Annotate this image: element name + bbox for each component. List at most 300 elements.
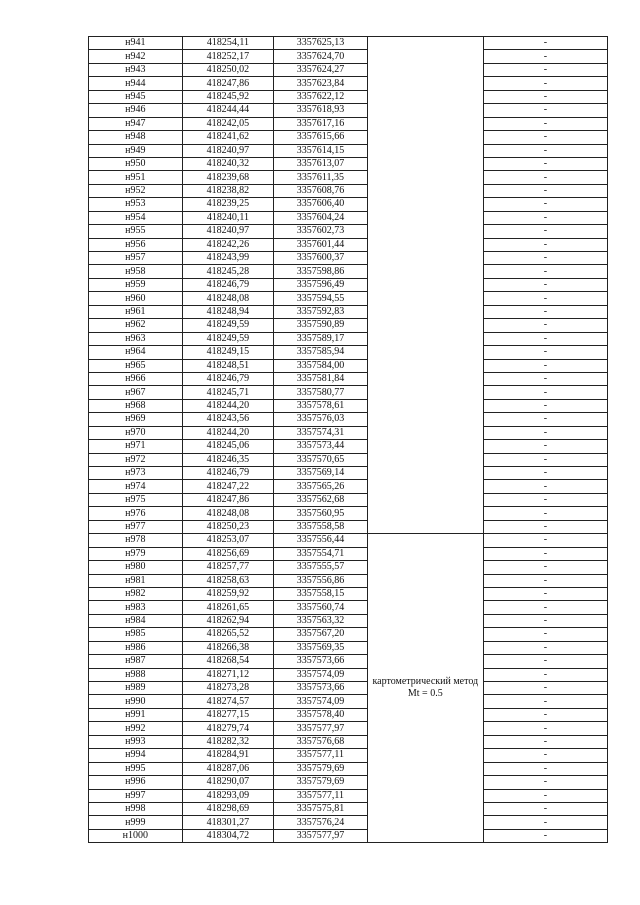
y-coordinate-cell: 3357556,86: [274, 574, 368, 587]
point-id-cell: н999: [89, 816, 183, 829]
accuracy-cell: -: [483, 467, 607, 480]
y-coordinate-cell: 3357573,66: [274, 682, 368, 695]
point-id-cell: н989: [89, 682, 183, 695]
y-coordinate-cell: 3357579,69: [274, 776, 368, 789]
y-coordinate-cell: 3357576,24: [274, 816, 368, 829]
point-id-cell: н997: [89, 789, 183, 802]
accuracy-cell: -: [483, 762, 607, 775]
table-row: [89, 776, 608, 789]
accuracy-cell: -: [483, 749, 607, 762]
table-row: [89, 211, 608, 224]
table-row: [89, 171, 608, 184]
accuracy-cell: -: [483, 37, 607, 50]
x-coordinate-cell: 418287,06: [182, 762, 274, 775]
point-id-cell: н951: [89, 171, 183, 184]
table-row: [89, 117, 608, 130]
x-coordinate-cell: 418282,32: [182, 735, 274, 748]
method-cell: картометрический метод Mt = 0.5: [367, 534, 483, 843]
accuracy-cell: -: [483, 480, 607, 493]
y-coordinate-cell: 3357560,95: [274, 507, 368, 520]
point-id-cell: н946: [89, 104, 183, 117]
accuracy-cell: -: [483, 682, 607, 695]
table-row: [89, 225, 608, 238]
table-row: [89, 628, 608, 641]
x-coordinate-cell: 418268,54: [182, 655, 274, 668]
accuracy-cell: -: [483, 829, 607, 842]
table-row: [89, 346, 608, 359]
accuracy-cell: -: [483, 50, 607, 63]
y-coordinate-cell: 3357594,55: [274, 292, 368, 305]
x-coordinate-cell: 418243,99: [182, 252, 274, 265]
point-id-cell: н994: [89, 749, 183, 762]
x-coordinate-cell: 418248,08: [182, 292, 274, 305]
table-row: [89, 547, 608, 560]
x-coordinate-cell: 418273,28: [182, 682, 274, 695]
table-row: [89, 359, 608, 372]
y-coordinate-cell: 3357574,09: [274, 668, 368, 681]
x-coordinate-cell: 418244,20: [182, 426, 274, 439]
y-coordinate-cell: 3357573,44: [274, 440, 368, 453]
x-coordinate-cell: 418301,27: [182, 816, 274, 829]
table-row: [89, 157, 608, 170]
x-coordinate-cell: 418253,07: [182, 534, 274, 547]
accuracy-cell: -: [483, 252, 607, 265]
accuracy-cell: -: [483, 722, 607, 735]
x-coordinate-cell: 418250,02: [182, 63, 274, 76]
y-coordinate-cell: 3357577,11: [274, 789, 368, 802]
y-coordinate-cell: 3357611,35: [274, 171, 368, 184]
method-cell: [367, 37, 483, 534]
y-coordinate-cell: 3357606,40: [274, 198, 368, 211]
y-coordinate-cell: 3357600,37: [274, 252, 368, 265]
x-coordinate-cell: 418239,68: [182, 171, 274, 184]
table-row: [89, 90, 608, 103]
accuracy-cell: -: [483, 211, 607, 224]
point-id-cell: н952: [89, 184, 183, 197]
x-coordinate-cell: 418238,82: [182, 184, 274, 197]
coordinates-table: [88, 36, 608, 843]
table-row: [89, 641, 608, 654]
accuracy-cell: -: [483, 789, 607, 802]
table-row: [89, 749, 608, 762]
point-id-cell: н978: [89, 534, 183, 547]
x-coordinate-cell: 418298,69: [182, 802, 274, 815]
point-id-cell: н955: [89, 225, 183, 238]
y-coordinate-cell: 3357562,68: [274, 493, 368, 506]
table-row: [89, 816, 608, 829]
table-row: [89, 655, 608, 668]
accuracy-cell: -: [483, 708, 607, 721]
x-coordinate-cell: 418262,94: [182, 614, 274, 627]
point-id-cell: н957: [89, 252, 183, 265]
x-coordinate-cell: 418241,62: [182, 131, 274, 144]
x-coordinate-cell: 418248,51: [182, 359, 274, 372]
x-coordinate-cell: 418247,22: [182, 480, 274, 493]
x-coordinate-cell: 418245,28: [182, 265, 274, 278]
accuracy-cell: -: [483, 77, 607, 90]
x-coordinate-cell: 418245,71: [182, 386, 274, 399]
y-coordinate-cell: 3357589,17: [274, 332, 368, 345]
accuracy-cell: -: [483, 735, 607, 748]
x-coordinate-cell: 418249,59: [182, 332, 274, 345]
y-coordinate-cell: 3357577,97: [274, 829, 368, 842]
x-coordinate-cell: 418242,26: [182, 238, 274, 251]
y-coordinate-cell: 3357569,35: [274, 641, 368, 654]
x-coordinate-cell: 418248,08: [182, 507, 274, 520]
table-row: [89, 789, 608, 802]
accuracy-cell: -: [483, 440, 607, 453]
table-row: [89, 829, 608, 842]
x-coordinate-cell: 418284,91: [182, 749, 274, 762]
accuracy-cell: -: [483, 534, 607, 547]
table-row: [89, 372, 608, 385]
x-coordinate-cell: 418244,20: [182, 399, 274, 412]
accuracy-cell: -: [483, 668, 607, 681]
table-row: [89, 131, 608, 144]
y-coordinate-cell: 3357574,31: [274, 426, 368, 439]
x-coordinate-cell: 418248,94: [182, 305, 274, 318]
y-coordinate-cell: 3357608,76: [274, 184, 368, 197]
y-coordinate-cell: 3357618,93: [274, 104, 368, 117]
table-row: [89, 399, 608, 412]
x-coordinate-cell: 418274,57: [182, 695, 274, 708]
point-id-cell: н981: [89, 574, 183, 587]
table-row: [89, 413, 608, 426]
point-id-cell: н983: [89, 601, 183, 614]
table-row: [89, 104, 608, 117]
accuracy-cell: -: [483, 278, 607, 291]
table-row: [89, 614, 608, 627]
x-coordinate-cell: 418256,69: [182, 547, 274, 560]
accuracy-cell: -: [483, 332, 607, 345]
accuracy-cell: -: [483, 641, 607, 654]
x-coordinate-cell: 418259,92: [182, 587, 274, 600]
point-id-cell: н976: [89, 507, 183, 520]
x-coordinate-cell: 418266,38: [182, 641, 274, 654]
accuracy-cell: -: [483, 131, 607, 144]
accuracy-cell: -: [483, 802, 607, 815]
y-coordinate-cell: 3357565,26: [274, 480, 368, 493]
accuracy-cell: -: [483, 628, 607, 641]
table-row: [89, 708, 608, 721]
point-id-cell: н942: [89, 50, 183, 63]
point-id-cell: н1000: [89, 829, 183, 842]
point-id-cell: н963: [89, 332, 183, 345]
accuracy-cell: -: [483, 198, 607, 211]
point-id-cell: н991: [89, 708, 183, 721]
table-row: [89, 440, 608, 453]
y-coordinate-cell: 3357578,40: [274, 708, 368, 721]
table-row: [89, 601, 608, 614]
accuracy-cell: -: [483, 587, 607, 600]
point-id-cell: н962: [89, 319, 183, 332]
point-id-cell: н949: [89, 144, 183, 157]
table-row: [89, 252, 608, 265]
accuracy-cell: -: [483, 574, 607, 587]
y-coordinate-cell: 3357604,24: [274, 211, 368, 224]
accuracy-cell: -: [483, 776, 607, 789]
y-coordinate-cell: 3357622,12: [274, 90, 368, 103]
point-id-cell: н941: [89, 37, 183, 50]
x-coordinate-cell: 418252,17: [182, 50, 274, 63]
y-coordinate-cell: 3357602,73: [274, 225, 368, 238]
accuracy-cell: -: [483, 695, 607, 708]
point-id-cell: н987: [89, 655, 183, 668]
y-coordinate-cell: 3357623,84: [274, 77, 368, 90]
accuracy-cell: -: [483, 453, 607, 466]
accuracy-cell: -: [483, 372, 607, 385]
x-coordinate-cell: 418247,86: [182, 77, 274, 90]
x-coordinate-cell: 418240,11: [182, 211, 274, 224]
point-id-cell: н988: [89, 668, 183, 681]
table-row: [89, 144, 608, 157]
y-coordinate-cell: 3357555,57: [274, 561, 368, 574]
accuracy-cell: -: [483, 292, 607, 305]
x-coordinate-cell: 418265,52: [182, 628, 274, 641]
table-row: [89, 534, 608, 547]
point-id-cell: н982: [89, 587, 183, 600]
table-row: [89, 319, 608, 332]
y-coordinate-cell: 3357576,68: [274, 735, 368, 748]
table-row: [89, 467, 608, 480]
point-id-cell: н993: [89, 735, 183, 748]
table-row: [89, 682, 608, 695]
accuracy-cell: -: [483, 561, 607, 574]
accuracy-cell: -: [483, 386, 607, 399]
table-row: [89, 722, 608, 735]
y-coordinate-cell: 3357614,15: [274, 144, 368, 157]
x-coordinate-cell: 418247,86: [182, 493, 274, 506]
y-coordinate-cell: 3357574,09: [274, 695, 368, 708]
accuracy-cell: -: [483, 157, 607, 170]
x-coordinate-cell: 418290,07: [182, 776, 274, 789]
y-coordinate-cell: 3357569,14: [274, 467, 368, 480]
point-id-cell: н980: [89, 561, 183, 574]
x-coordinate-cell: 418293,09: [182, 789, 274, 802]
point-id-cell: н990: [89, 695, 183, 708]
x-coordinate-cell: 418243,56: [182, 413, 274, 426]
point-id-cell: н984: [89, 614, 183, 627]
point-id-cell: н956: [89, 238, 183, 251]
point-id-cell: н974: [89, 480, 183, 493]
y-coordinate-cell: 3357577,11: [274, 749, 368, 762]
point-id-cell: н979: [89, 547, 183, 560]
point-id-cell: н944: [89, 77, 183, 90]
table-row: [89, 762, 608, 775]
accuracy-cell: -: [483, 144, 607, 157]
point-id-cell: н967: [89, 386, 183, 399]
y-coordinate-cell: 3357580,77: [274, 386, 368, 399]
table-row: [89, 184, 608, 197]
y-coordinate-cell: 3357590,89: [274, 319, 368, 332]
x-coordinate-cell: 418246,79: [182, 372, 274, 385]
point-id-cell: н966: [89, 372, 183, 385]
table-row: [89, 238, 608, 251]
y-coordinate-cell: 3357596,49: [274, 278, 368, 291]
point-id-cell: н945: [89, 90, 183, 103]
y-coordinate-cell: 3357584,00: [274, 359, 368, 372]
table-row: [89, 453, 608, 466]
accuracy-cell: -: [483, 346, 607, 359]
y-coordinate-cell: 3357560,74: [274, 601, 368, 614]
table-row: [89, 77, 608, 90]
x-coordinate-cell: 418245,92: [182, 90, 274, 103]
table-row: [89, 292, 608, 305]
point-id-cell: н972: [89, 453, 183, 466]
table-row: [89, 735, 608, 748]
point-id-cell: н973: [89, 467, 183, 480]
accuracy-cell: -: [483, 413, 607, 426]
y-coordinate-cell: 3357563,32: [274, 614, 368, 627]
y-coordinate-cell: 3357567,20: [274, 628, 368, 641]
accuracy-cell: -: [483, 547, 607, 560]
point-id-cell: н958: [89, 265, 183, 278]
accuracy-cell: -: [483, 359, 607, 372]
point-id-cell: н996: [89, 776, 183, 789]
accuracy-cell: -: [483, 655, 607, 668]
y-coordinate-cell: 3357558,58: [274, 520, 368, 533]
point-id-cell: н969: [89, 413, 183, 426]
accuracy-cell: -: [483, 507, 607, 520]
x-coordinate-cell: 418246,35: [182, 453, 274, 466]
x-coordinate-cell: 418258,63: [182, 574, 274, 587]
point-id-cell: н995: [89, 762, 183, 775]
accuracy-cell: -: [483, 399, 607, 412]
y-coordinate-cell: 3357570,65: [274, 453, 368, 466]
point-id-cell: н943: [89, 63, 183, 76]
y-coordinate-cell: 3357578,61: [274, 399, 368, 412]
accuracy-cell: -: [483, 319, 607, 332]
point-id-cell: н970: [89, 426, 183, 439]
y-coordinate-cell: 3357573,66: [274, 655, 368, 668]
x-coordinate-cell: 418254,11: [182, 37, 274, 50]
y-coordinate-cell: 3357585,94: [274, 346, 368, 359]
x-coordinate-cell: 418257,77: [182, 561, 274, 574]
point-id-cell: н992: [89, 722, 183, 735]
table-row: [89, 50, 608, 63]
accuracy-cell: -: [483, 238, 607, 251]
y-coordinate-cell: 3357575,81: [274, 802, 368, 815]
y-coordinate-cell: 3357554,71: [274, 547, 368, 560]
x-coordinate-cell: 418279,74: [182, 722, 274, 735]
point-id-cell: н947: [89, 117, 183, 130]
point-id-cell: н959: [89, 278, 183, 291]
y-coordinate-cell: 3357617,16: [274, 117, 368, 130]
table-row: [89, 37, 608, 50]
accuracy-cell: -: [483, 601, 607, 614]
point-id-cell: н968: [89, 399, 183, 412]
table-row: [89, 668, 608, 681]
point-id-cell: н998: [89, 802, 183, 815]
y-coordinate-cell: 3357613,07: [274, 157, 368, 170]
point-id-cell: н985: [89, 628, 183, 641]
accuracy-cell: -: [483, 63, 607, 76]
x-coordinate-cell: 418249,59: [182, 319, 274, 332]
x-coordinate-cell: 418242,05: [182, 117, 274, 130]
table-row: [89, 332, 608, 345]
y-coordinate-cell: 3357601,44: [274, 238, 368, 251]
x-coordinate-cell: 418240,32: [182, 157, 274, 170]
accuracy-cell: -: [483, 614, 607, 627]
point-id-cell: н971: [89, 440, 183, 453]
point-id-cell: н964: [89, 346, 183, 359]
accuracy-cell: -: [483, 171, 607, 184]
x-coordinate-cell: 418246,79: [182, 278, 274, 291]
point-id-cell: н977: [89, 520, 183, 533]
y-coordinate-cell: 3357577,97: [274, 722, 368, 735]
y-coordinate-cell: 3357624,70: [274, 50, 368, 63]
x-coordinate-cell: 418246,79: [182, 467, 274, 480]
point-id-cell: н975: [89, 493, 183, 506]
table-row: [89, 695, 608, 708]
point-id-cell: н986: [89, 641, 183, 654]
point-id-cell: н950: [89, 157, 183, 170]
table-row: [89, 305, 608, 318]
x-coordinate-cell: 418271,12: [182, 668, 274, 681]
x-coordinate-cell: 418249,15: [182, 346, 274, 359]
table-row: [89, 587, 608, 600]
accuracy-cell: -: [483, 265, 607, 278]
y-coordinate-cell: 3357581,84: [274, 372, 368, 385]
accuracy-cell: -: [483, 426, 607, 439]
table-row: [89, 63, 608, 76]
x-coordinate-cell: 418250,23: [182, 520, 274, 533]
y-coordinate-cell: 3357558,15: [274, 587, 368, 600]
accuracy-cell: -: [483, 184, 607, 197]
accuracy-cell: -: [483, 90, 607, 103]
table-row: [89, 507, 608, 520]
accuracy-cell: -: [483, 493, 607, 506]
accuracy-cell: -: [483, 104, 607, 117]
x-coordinate-cell: 418277,15: [182, 708, 274, 721]
table-row: [89, 493, 608, 506]
x-coordinate-cell: 418304,72: [182, 829, 274, 842]
coordinates-table-body: [89, 37, 608, 843]
table-row: [89, 480, 608, 493]
point-id-cell: н948: [89, 131, 183, 144]
y-coordinate-cell: 3357615,66: [274, 131, 368, 144]
y-coordinate-cell: 3357625,13: [274, 37, 368, 50]
table-row: [89, 520, 608, 533]
x-coordinate-cell: 418245,06: [182, 440, 274, 453]
point-id-cell: н960: [89, 292, 183, 305]
y-coordinate-cell: 3357579,69: [274, 762, 368, 775]
y-coordinate-cell: 3357592,83: [274, 305, 368, 318]
accuracy-cell: -: [483, 816, 607, 829]
table-row: [89, 574, 608, 587]
accuracy-cell: -: [483, 225, 607, 238]
table-row: [89, 802, 608, 815]
x-coordinate-cell: 418240,97: [182, 144, 274, 157]
point-id-cell: н961: [89, 305, 183, 318]
y-coordinate-cell: 3357576,03: [274, 413, 368, 426]
x-coordinate-cell: 418240,97: [182, 225, 274, 238]
accuracy-cell: -: [483, 520, 607, 533]
table-row: [89, 278, 608, 291]
y-coordinate-cell: 3357556,44: [274, 534, 368, 547]
accuracy-cell: -: [483, 117, 607, 130]
x-coordinate-cell: 418244,44: [182, 104, 274, 117]
table-row: [89, 426, 608, 439]
table-row: [89, 386, 608, 399]
table-row: [89, 265, 608, 278]
y-coordinate-cell: 3357624,27: [274, 63, 368, 76]
point-id-cell: н953: [89, 198, 183, 211]
table-row: [89, 198, 608, 211]
accuracy-cell: -: [483, 305, 607, 318]
table-row: [89, 561, 608, 574]
x-coordinate-cell: 418239,25: [182, 198, 274, 211]
